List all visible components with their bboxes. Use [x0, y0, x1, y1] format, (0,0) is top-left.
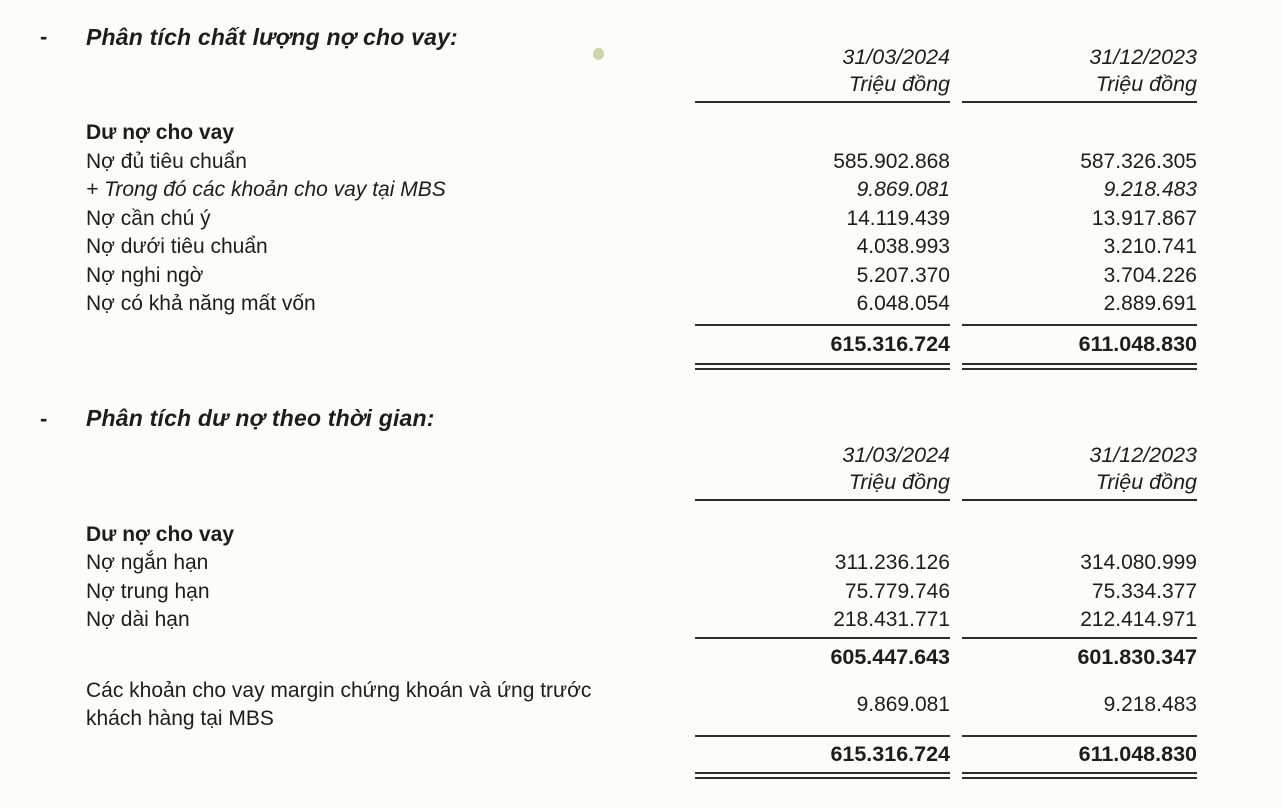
row-label: Nợ cần chú ý	[86, 206, 211, 230]
value-prior	[962, 119, 1197, 148]
column-header-prior	[962, 44, 1197, 103]
column-unit: Triệu đồng	[848, 469, 950, 494]
value-current: 585.902.868	[833, 149, 950, 173]
value-prior: 3.704.226	[1103, 263, 1197, 287]
subtotal-row	[86, 639, 1197, 675]
value-current: 9.869.081	[856, 178, 950, 201]
heading-dash: -	[40, 24, 48, 49]
heading-dash: -	[40, 405, 48, 431]
column-unit: Triệu đồng	[1095, 72, 1197, 96]
row-label: Nợ dưới tiêu chuẩn	[86, 235, 268, 258]
column-header-current	[695, 442, 950, 501]
double-rule	[86, 363, 1197, 370]
row-label: + Trong đó các khoản cho vay tại MBS	[86, 178, 446, 201]
column-date: 31/03/2024	[842, 442, 950, 467]
scan-artifact-dot	[593, 48, 604, 60]
section-title: Phân tích dư nợ theo thời gian:	[86, 405, 435, 431]
section-title: Phân tích chất lượng nợ cho vay:	[86, 23, 458, 50]
column-header-current	[695, 44, 950, 103]
value-current: 6.048.054	[856, 292, 950, 315]
subtotal-current: 605.447.643	[830, 644, 950, 669]
table-row	[86, 262, 1197, 291]
column-date: 31/12/2023	[1089, 442, 1197, 467]
value-current: 218.431.771	[833, 608, 950, 631]
row-label: Nợ có khả năng mất vốn	[86, 292, 316, 315]
value-prior: 9.218.483	[1103, 692, 1197, 716]
value-current: 311.236.126	[834, 551, 950, 574]
value-current: 5.207.370	[856, 263, 950, 287]
row-label: Dư nợ cho vay	[86, 121, 235, 144]
value-prior: 2.889.691	[1103, 292, 1197, 315]
table-row	[86, 290, 1197, 319]
subtotal-prior: 601.830.347	[1077, 644, 1197, 669]
row-label: Nợ nghi ngờ	[86, 263, 204, 287]
table-row	[86, 119, 1197, 148]
value-current: 4.038.993	[856, 235, 950, 258]
column-unit: Triệu đồng	[848, 72, 950, 96]
table-row	[86, 233, 1197, 262]
table-row	[86, 176, 1197, 205]
section-heading-row	[40, 404, 1197, 434]
value-prior	[962, 521, 1197, 550]
table-row	[86, 205, 1197, 234]
value-prior: 587.326.305	[1080, 149, 1197, 173]
table-row	[86, 148, 1197, 177]
value-current: 14.119.439	[846, 206, 950, 230]
row-label: Dư nợ cho vay	[86, 522, 235, 546]
column-header-row	[86, 44, 1197, 103]
table-row	[86, 578, 1197, 607]
total-row	[86, 326, 1197, 362]
value-current: 9.869.081	[856, 692, 950, 716]
section-loan-quality	[40, 22, 1197, 370]
value-prior: 314.080.999	[1080, 551, 1197, 574]
value-current: 75.779.746	[844, 579, 950, 603]
row-label: Nợ trung hạn	[86, 579, 210, 603]
column-date: 31/12/2023	[1089, 45, 1197, 69]
total-current: 615.316.724	[830, 741, 950, 766]
row-label: Các khoản cho vay margin chứng khoán và ứng trước khách hàng tại MBS	[86, 678, 592, 730]
row-label: Nợ đủ tiêu chuẩn	[86, 149, 247, 173]
value-prior: 9.218.483	[1103, 178, 1197, 201]
total-prior: 611.048.830	[1078, 331, 1197, 356]
total-prior: 611.048.830	[1078, 741, 1197, 766]
double-rule	[86, 772, 1197, 779]
column-header-prior	[962, 442, 1197, 501]
value-prior: 75.334.377	[1091, 579, 1197, 603]
value-current	[695, 521, 950, 550]
section-loan-term	[40, 404, 1197, 779]
total-row	[86, 737, 1197, 771]
loan-term-table	[40, 521, 1197, 779]
value-current	[695, 119, 950, 148]
value-prior: 3.210.741	[1103, 235, 1197, 258]
value-prior: 13.917.867	[1091, 206, 1197, 230]
row-label: Nợ ngắn hạn	[86, 551, 209, 574]
row-label: Nợ dài hạn	[86, 608, 190, 631]
value-prior: 212.414.971	[1080, 608, 1197, 631]
column-date: 31/03/2024	[842, 45, 950, 69]
column-header-row	[86, 442, 1197, 501]
margin-loans-row	[86, 677, 1197, 733]
column-unit: Triệu đồng	[1095, 469, 1197, 494]
loan-quality-table	[40, 119, 1197, 370]
table-row	[86, 606, 1197, 635]
total-current: 615.316.724	[830, 331, 950, 356]
table-row	[86, 549, 1197, 578]
table-row	[86, 521, 1197, 550]
